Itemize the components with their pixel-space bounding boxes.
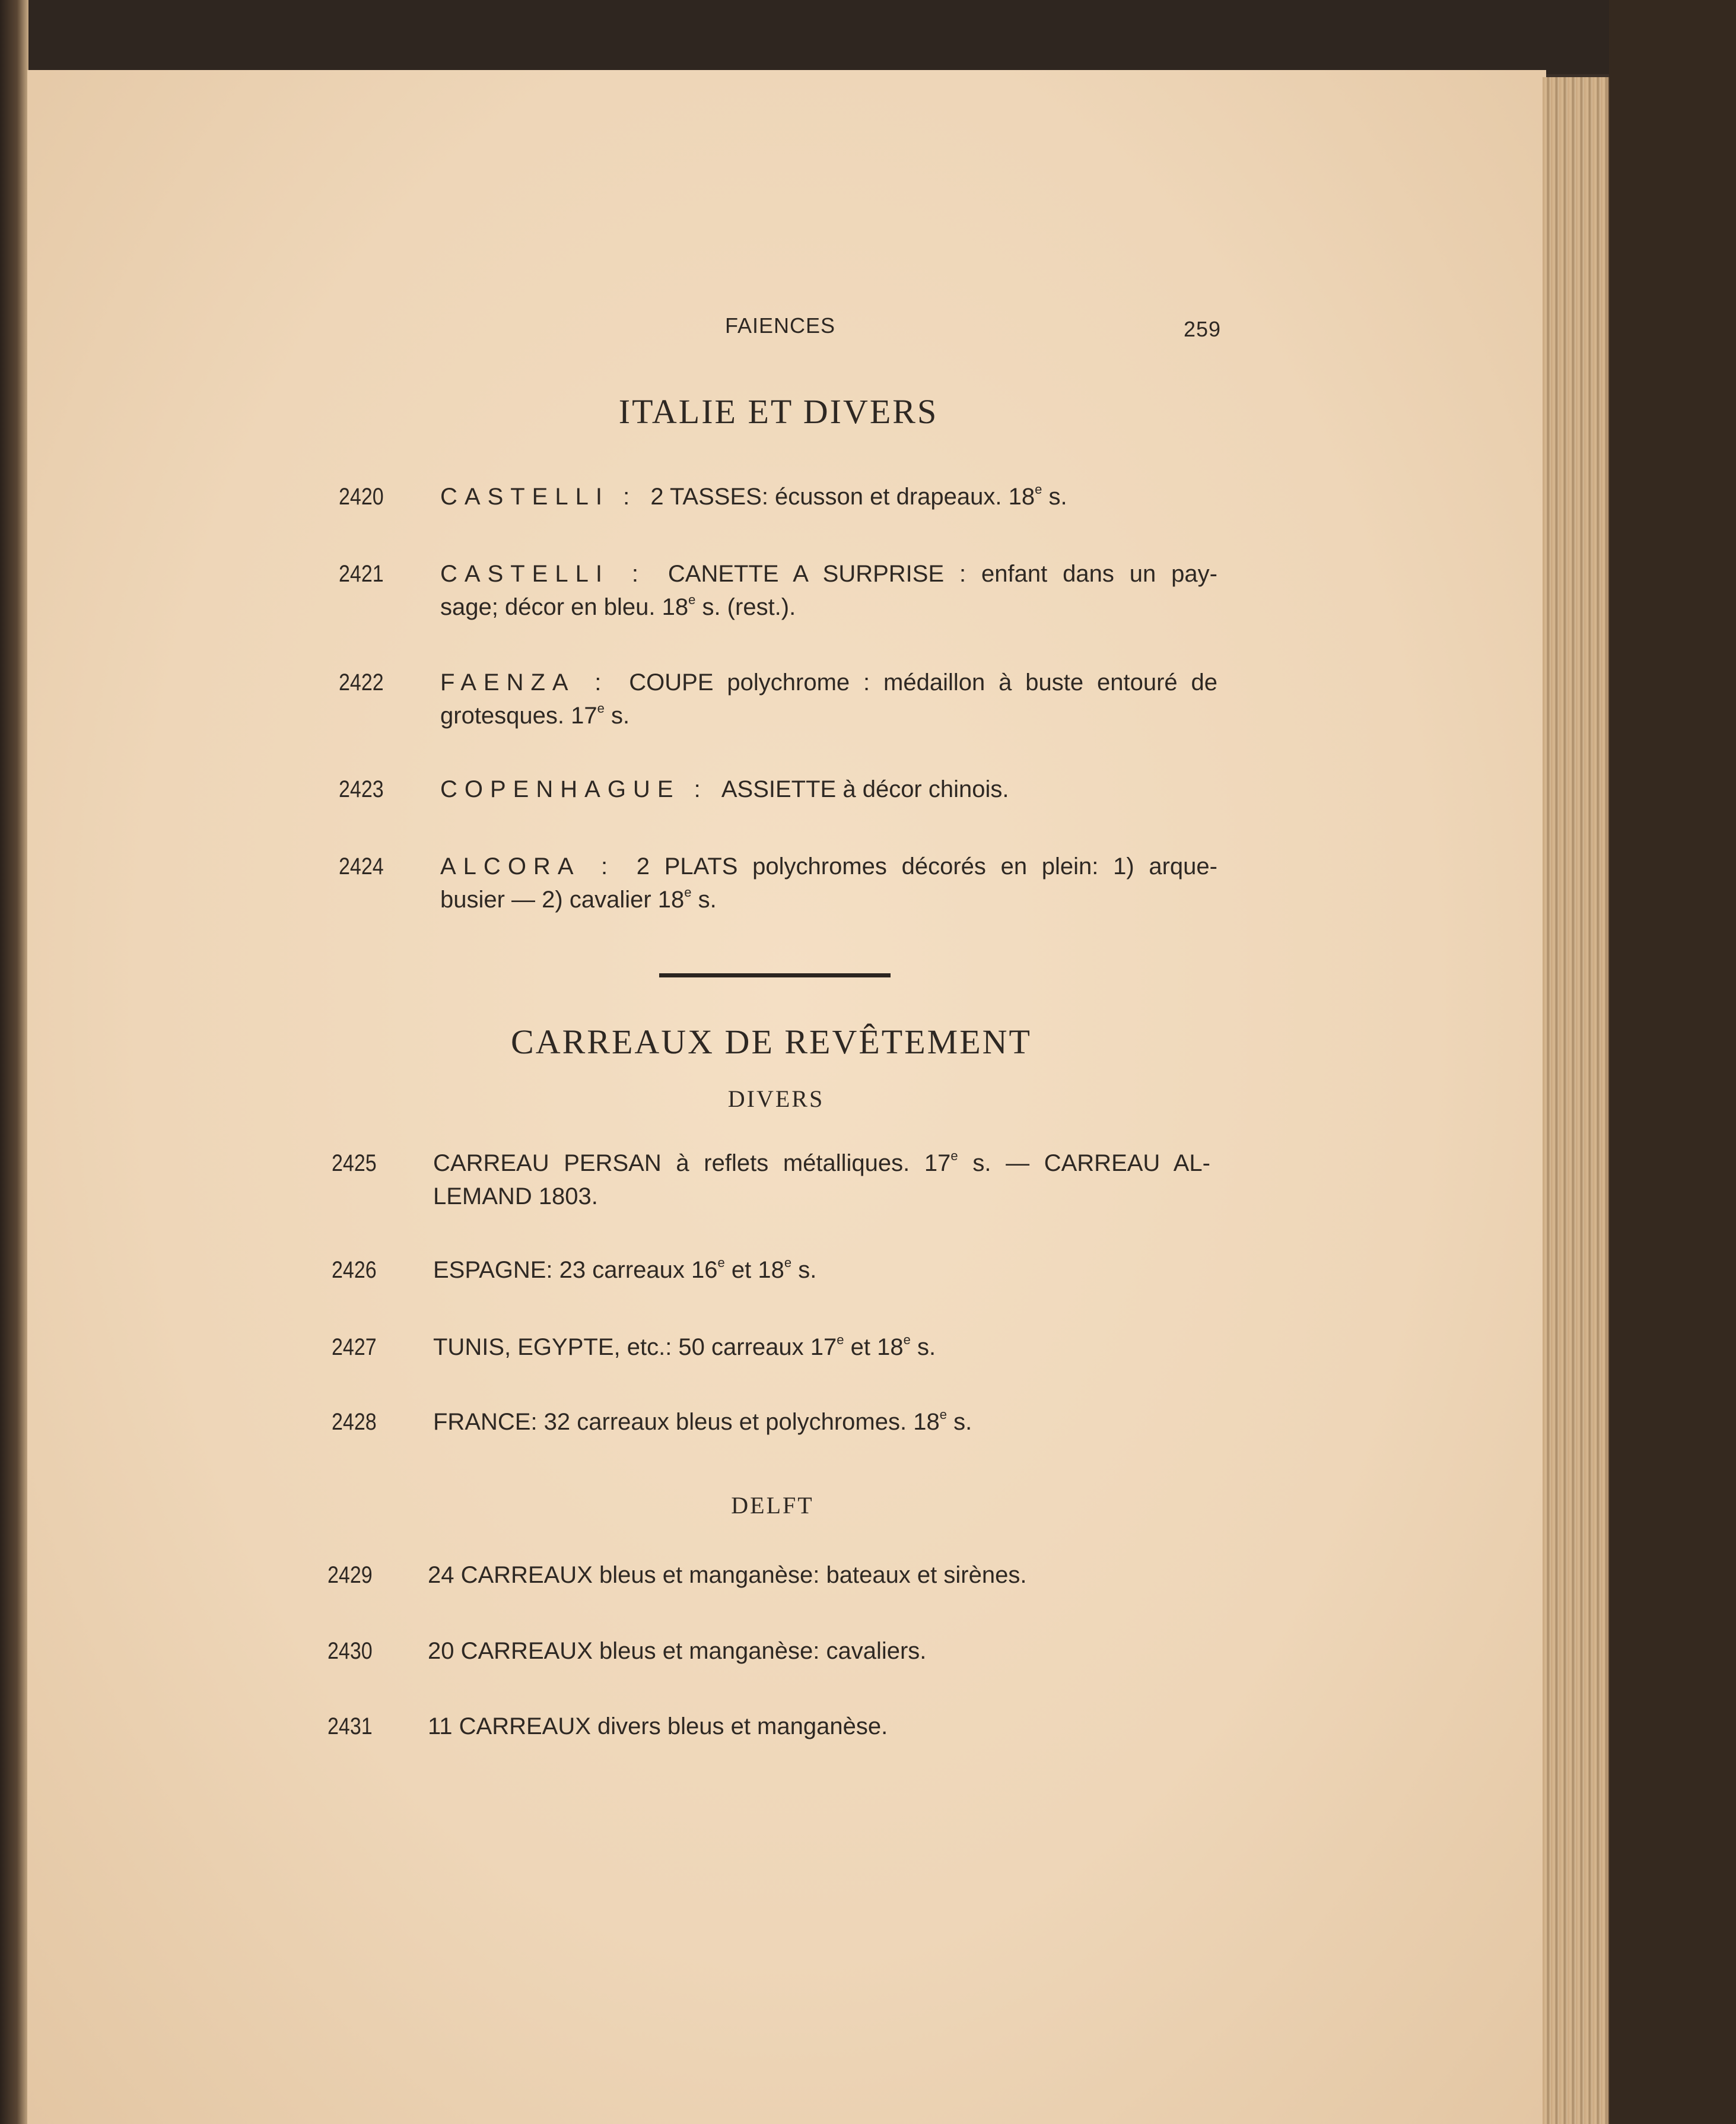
entry-text-line	[428, 1713, 888, 1740]
entry-number: 2431	[328, 1713, 373, 1739]
entry-description: 24 CARREAUX bleus et manganèse: bateaux et sirènes.	[428, 1562, 1027, 1588]
entry-text-line	[440, 887, 717, 913]
entry-number: 2420	[339, 484, 384, 510]
entry-description: LEMAND 1803.	[433, 1183, 598, 1209]
superscript: e	[717, 1255, 725, 1270]
entry-description: 2 PLATS polychromes décorés en plein: 1) arque-	[636, 853, 1217, 880]
entry-text-line	[433, 1150, 1210, 1177]
entry-number: 2428	[332, 1409, 377, 1435]
entry-number: 2425	[332, 1150, 377, 1176]
entry-description: s. — CARREAU AL-	[958, 1150, 1210, 1176]
entry-text-line	[433, 1334, 936, 1361]
entry-description: s.	[691, 887, 717, 913]
entry-text-line	[440, 484, 1067, 510]
entry-description: busier — 2) cavalier 18	[440, 887, 685, 913]
entry-description: s.	[791, 1257, 817, 1283]
entry-description: s. (rest.).	[695, 594, 796, 620]
entry-text-line	[440, 703, 629, 729]
entry-description: s.	[1042, 484, 1067, 510]
subsection-delft: DELFT	[731, 1492, 814, 1519]
superscript: e	[903, 1332, 911, 1347]
entry-description: COUPE polychrome : médaillon à buste entouré de	[629, 669, 1218, 696]
entry-maker: CASTELLI :	[440, 561, 668, 587]
entry-number: 2430	[328, 1638, 373, 1664]
entry-description: 11 CARREAUX divers bleus et manganèse.	[428, 1713, 888, 1739]
superscript: e	[684, 885, 692, 900]
entry-maker: ALCORA :	[440, 853, 637, 880]
entry-number: 2421	[339, 561, 384, 587]
facing-page-edge	[0, 0, 28, 2124]
entry-maker: COPENHAGUE :	[440, 776, 721, 802]
entry-number: 2426	[332, 1257, 377, 1283]
superscript: e	[939, 1407, 947, 1422]
entry-maker: FAENZA :	[440, 669, 629, 696]
superscript: e	[1035, 482, 1042, 497]
entry-description: 20 CARREAUX bleus et manganèse: cavaliers.	[428, 1638, 927, 1664]
entry-description: s.	[604, 703, 630, 729]
entry-description: et 18	[724, 1257, 784, 1283]
entry-text-line	[440, 669, 1217, 696]
entry-description: ASSIETTE à décor chinois.	[721, 776, 1009, 802]
entry-number: 2424	[339, 853, 384, 880]
page-number: 259	[1184, 317, 1222, 341]
section-title-carreaux: CARREAUX DE REVÊTEMENT	[511, 1023, 1032, 1061]
section-divider	[659, 973, 891, 977]
entry-text-line	[433, 1183, 598, 1210]
superscript: e	[688, 592, 696, 607]
entry-number: 2429	[328, 1562, 373, 1588]
scan-background-top	[0, 0, 1736, 74]
entry-number: 2427	[332, 1334, 377, 1360]
superscript: e	[597, 701, 605, 716]
entry-text-line	[440, 853, 1217, 880]
entry-description: TUNIS, EGYPTE, etc.: 50 carreaux 17	[433, 1334, 837, 1360]
scan-background-right	[1609, 0, 1736, 2124]
entry-description: sage; décor en bleu. 18	[440, 594, 689, 620]
entry-text-line	[428, 1562, 1026, 1589]
entry-description: grotesques. 17	[440, 703, 597, 729]
entry-text-line	[433, 1257, 816, 1284]
entry-text-line	[440, 561, 1217, 588]
entry-description: s.	[946, 1409, 972, 1435]
entry-description: CANETTE A SURPRISE : enfant dans un pay-	[667, 561, 1217, 587]
entry-description: et 18	[844, 1334, 904, 1360]
subsection-divers: DIVERS	[727, 1085, 825, 1112]
entry-text-line	[440, 776, 1009, 803]
superscript: e	[784, 1255, 792, 1270]
superscript: e	[950, 1148, 958, 1163]
section-title-italie: ITALIE ET DIVERS	[618, 392, 939, 431]
superscript: e	[837, 1332, 844, 1347]
entry-text-line	[433, 1409, 972, 1436]
entry-description: 2 TASSES: écusson et drapeaux. 18	[650, 484, 1035, 510]
entry-description: CARREAU PERSAN à reflets métalliques. 17	[433, 1150, 951, 1176]
entry-maker: CASTELLI :	[440, 484, 651, 510]
entry-text-line	[440, 594, 796, 621]
entry-number: 2422	[339, 669, 384, 696]
page-stack-edge	[1543, 77, 1610, 2124]
running-title: FAIENCES	[725, 313, 836, 338]
entry-text-line	[428, 1638, 926, 1665]
entry-description: s.	[910, 1334, 936, 1360]
entry-number: 2423	[339, 776, 384, 802]
entry-description: ESPAGNE: 23 carreaux 16	[433, 1257, 718, 1283]
entry-description: FRANCE: 32 carreaux bleus et polychromes. 18	[433, 1409, 940, 1435]
